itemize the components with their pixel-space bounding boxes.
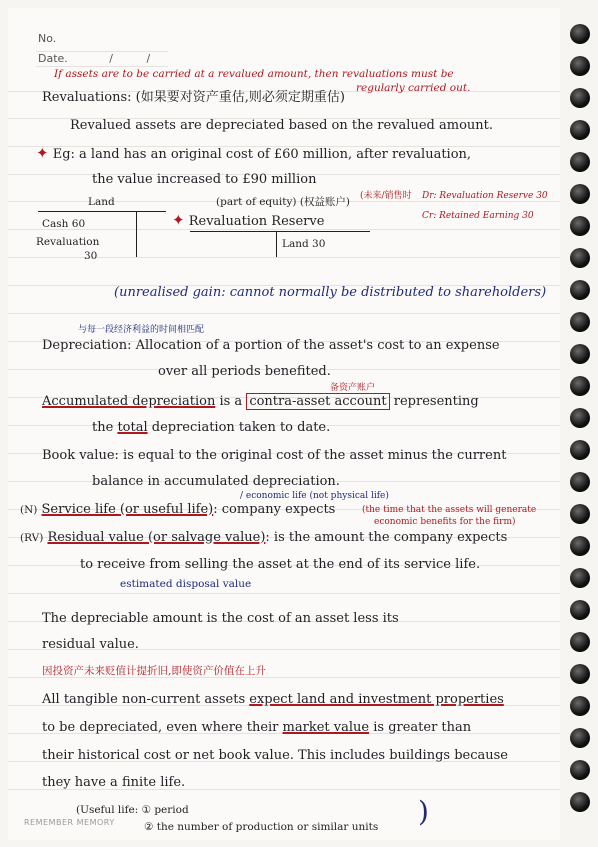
revaluation-reserve-title: ✦ Revaluation Reserve — [172, 211, 325, 229]
header-no: No. — [38, 32, 57, 45]
land-revaluation-value: 30 — [84, 250, 98, 262]
depreciation-definition-2: over all periods benefited. — [158, 364, 331, 379]
binding-hole — [570, 632, 590, 652]
unrealised-gain-note: (unrealised gain: cannot normally be distributed to shareholders) — [114, 285, 547, 300]
estimated-disposal-note: estimated disposal value — [120, 578, 252, 590]
binding-hole — [570, 760, 590, 780]
tangible-assets-line-4: they have a finite life. — [42, 775, 186, 790]
revaluation-regular-note: If assets are to be carried at a revalued amount, then revaluations must be — [54, 68, 454, 80]
equity-note: (part of equity) (权益账户) — [216, 196, 351, 208]
star-icon: ✦ — [36, 144, 49, 162]
book-value-line-2: balance in accumulated depreciation. — [92, 474, 340, 489]
binding-hole — [570, 56, 590, 76]
binding-hole — [570, 312, 590, 332]
revaluations-heading: Revaluations: (如果要对资产重估,则必须定期重估) — [42, 90, 345, 105]
binding-hole — [570, 728, 590, 748]
header-date: Date. / / — [38, 52, 151, 65]
binding-hole — [570, 504, 590, 524]
revalued-assets-line: Revalued assets are depreciated based on the revalued amount. — [70, 118, 493, 133]
service-life-line: (N) Service life (or useful life): company expects — [20, 502, 336, 517]
binding-hole — [570, 472, 590, 492]
useful-life-note-2: ② the number of production or similar units — [144, 821, 379, 833]
example-line: ✦ Eg: a land has an original cost of £60 million, after revaluation, — [36, 144, 472, 162]
regularly-carried-note: regularly carried out. — [356, 82, 471, 94]
dr-entry: Dr: Revaluation Reserve 30 — [422, 191, 548, 201]
land-cash-entry: Cash 60 — [42, 218, 86, 230]
binding-hole — [570, 152, 590, 172]
depreciation-cn-note: 与每一段经济利益的时间相匹配 — [78, 325, 205, 335]
binding-hole — [570, 184, 590, 204]
binding-hole — [570, 120, 590, 140]
star-icon: ✦ — [172, 211, 185, 229]
binding-hole — [570, 280, 590, 300]
binding-hole — [570, 696, 590, 716]
depreciation-definition: Depreciation: Allocation of a portion of the asset's cost to an expense — [42, 338, 500, 353]
binding-hole — [570, 408, 590, 428]
binding-hole — [570, 248, 590, 268]
closing-paren: ) — [418, 795, 429, 828]
example-line-2: the value increased to £90 million — [92, 172, 317, 187]
cn-depreciation-note: 因投资产未来贬值计提折旧,即使资产价值在上升 — [42, 665, 266, 677]
binding-hole — [570, 568, 590, 588]
contra-cn-note: 备资产账户 — [330, 383, 376, 393]
binding-hole — [570, 600, 590, 620]
service-life-red-note-2: economic benefits for the firm) — [374, 517, 516, 527]
economic-life-note: / economic life (not physical life) — [240, 491, 389, 501]
residual-value-line: (RV) Residual value (or salvage value): is the amount the company expects — [20, 530, 508, 545]
binding-hole — [570, 344, 590, 364]
binding-hole — [570, 664, 590, 684]
tangible-assets-line-2: to be depreciated, even where their market value is greater than — [42, 720, 472, 735]
binding-hole — [570, 376, 590, 396]
reserve-land-entry: Land 30 — [282, 238, 326, 250]
notebook-page — [8, 8, 560, 840]
land-revaluation-entry: Revaluation — [36, 236, 100, 248]
footer-brand: REMEMBER MEMORY — [24, 818, 115, 827]
land-account-title: Land — [88, 196, 115, 208]
binding-hole — [570, 536, 590, 556]
accumulated-depreciation-line-2: the total depreciation taken to date. — [92, 420, 331, 435]
unrealised-cn-note: (未来/销售时 — [360, 191, 412, 201]
book-value-line: Book value: is equal to the original cost of the asset minus the current — [42, 448, 507, 463]
tangible-assets-line-3: their historical cost or net book value. This includes buildings because — [42, 748, 508, 763]
binding-hole — [570, 216, 590, 236]
useful-life-note: (Useful life: ① period — [76, 804, 189, 816]
depreciable-amount-line-2: residual value. — [42, 637, 139, 652]
binding-hole — [570, 88, 590, 108]
tangible-assets-line: All tangible non-current assets expect land and investment properties — [42, 692, 504, 707]
binding-hole — [570, 792, 590, 812]
accumulated-depreciation-line: Accumulated depreciation is a contra-asset account representing — [42, 394, 479, 409]
residual-value-line-2: to receive from selling the asset at the end of its service life. — [80, 557, 481, 572]
service-life-red-note: (the time that the assets will generate — [362, 505, 537, 515]
binding-hole — [570, 24, 590, 44]
cr-entry: Cr: Retained Earning 30 — [422, 211, 534, 221]
binding-hole — [570, 440, 590, 460]
depreciable-amount-line: The depreciable amount is the cost of an asset less its — [42, 611, 399, 626]
